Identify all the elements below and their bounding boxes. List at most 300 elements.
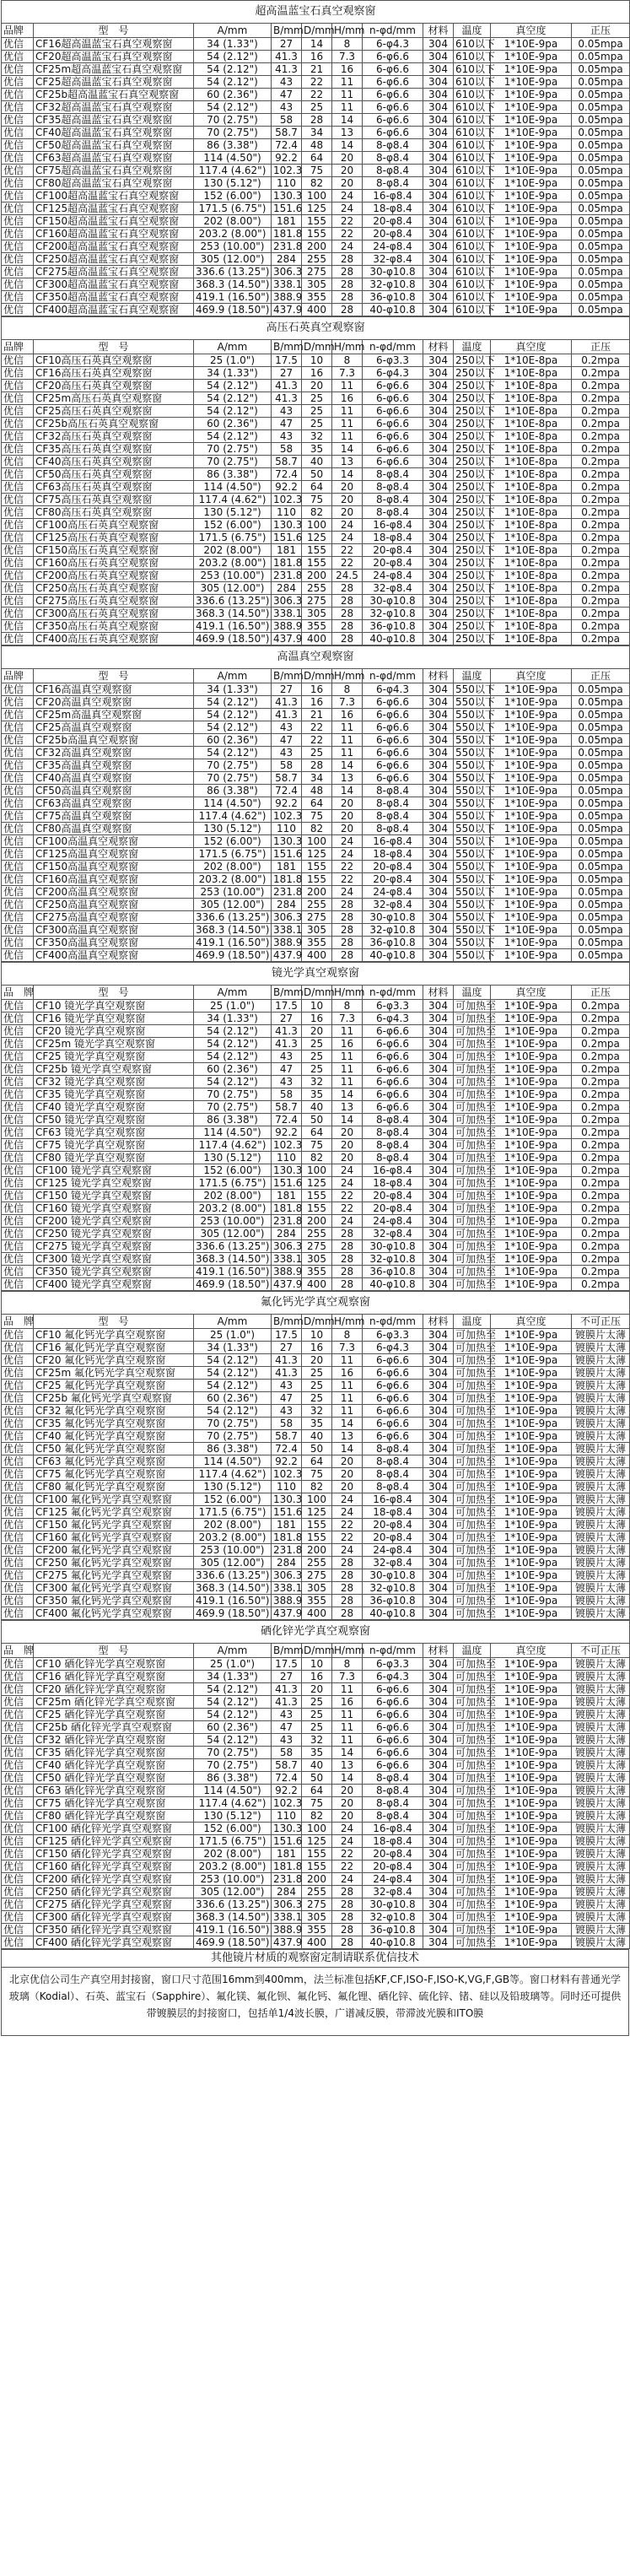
table-cell: 优信 xyxy=(2,911,34,924)
table-cell: 610以下 xyxy=(454,291,491,304)
table-cell: 70 (2.75") xyxy=(194,1101,272,1114)
table-cell: 8-φ8.4 xyxy=(363,481,423,494)
table-cell: CF40 镜光学真空观察窗 xyxy=(34,1101,194,1114)
table-cell: 6-φ6.6 xyxy=(363,1709,423,1721)
table-cell: 304 xyxy=(423,1506,454,1519)
table-cell: 304 xyxy=(423,1873,454,1886)
table-cell: 0.05mpa xyxy=(572,696,630,709)
table-cell: 34 xyxy=(302,772,332,785)
column-header: 材料 xyxy=(423,1644,454,1658)
table-row xyxy=(2,190,630,203)
table-cell: 优信 xyxy=(2,380,34,392)
table-cell: 6-φ6.6 xyxy=(363,127,423,139)
table-cell: 58 xyxy=(272,443,302,456)
table-cell: 6-φ6.6 xyxy=(363,1354,423,1367)
table-cell: 306.3 xyxy=(272,911,302,924)
table-cell: 304 xyxy=(423,89,454,101)
table-cell: 338.1 xyxy=(272,1253,302,1266)
table-cell: 43 xyxy=(272,1050,302,1063)
table-cell: 43 xyxy=(272,1076,302,1088)
column-header: 正压 xyxy=(572,986,630,1000)
table-cell: 200 xyxy=(302,240,332,253)
table-cell: 1*10E-8pa xyxy=(491,392,572,405)
table-cell: 镀膜片太薄 xyxy=(572,1443,630,1455)
table-cell: 304 xyxy=(423,51,454,63)
table-cell: 60 (2.36") xyxy=(194,89,272,101)
table-cell: 优信 xyxy=(2,633,34,645)
table-row xyxy=(2,253,630,266)
table-row xyxy=(2,1418,630,1430)
table-cell: 10 xyxy=(302,354,332,367)
table-cell: 25 (1.0") xyxy=(194,1329,272,1342)
table-cell: 610以下 xyxy=(454,203,491,215)
table-cell: 可加热至 xyxy=(454,1101,491,1114)
table-cell: 可加热至 xyxy=(454,1506,491,1519)
table-cell: 20 xyxy=(332,1810,363,1823)
table-cell: 151.6 xyxy=(272,848,302,861)
table-row xyxy=(2,1443,630,1455)
table-cell: 304 xyxy=(423,1215,454,1228)
table-cell: 284 xyxy=(272,1557,302,1569)
table-cell: CF250高温真空观察窗 xyxy=(34,899,194,911)
table-cell: 304 xyxy=(423,772,454,785)
table-cell: 304 xyxy=(423,1088,454,1101)
section-title: 氟化钙光学真空观察窗 xyxy=(2,1292,630,1315)
table-cell: 36-φ10.8 xyxy=(363,1266,423,1278)
table-row xyxy=(2,835,630,848)
table-cell: 0.2mpa xyxy=(572,494,630,506)
table-cell: 1*10E-9pa xyxy=(491,1671,572,1683)
table-cell: 60 (2.36") xyxy=(194,1063,272,1076)
column-header: B/mm xyxy=(272,1315,302,1329)
table-cell: CF100 氟化钙光学真空观察窗 xyxy=(34,1493,194,1506)
table-cell: 100 xyxy=(302,1493,332,1506)
table-cell: 24-φ8.4 xyxy=(363,240,423,253)
table-cell: 304 xyxy=(423,1025,454,1038)
table-cell: 437.9 xyxy=(272,633,302,645)
table-cell: CF80超高温蓝宝石真空观察窗 xyxy=(34,177,194,190)
table-cell: 优信 xyxy=(2,1860,34,1873)
table-cell: CF35高压石英真空观察窗 xyxy=(34,443,194,456)
table-row xyxy=(2,861,630,873)
table-cell: CF80 镜光学真空观察窗 xyxy=(34,1152,194,1164)
table-cell: 11 xyxy=(332,430,363,443)
table-row xyxy=(2,1683,630,1696)
table-cell: 100 xyxy=(302,1823,332,1835)
table-cell: 1*10E-9pa xyxy=(491,1038,572,1050)
table-cell: 1*10E-9pa xyxy=(491,291,572,304)
table-cell: 400 xyxy=(302,1936,332,1949)
table-cell: 388.9 xyxy=(272,1595,302,1607)
table-cell: 8-φ8.4 xyxy=(363,506,423,519)
table-cell: 1*10E-9pa xyxy=(491,1506,572,1519)
table-cell: 30-φ10.8 xyxy=(363,1898,423,1911)
table-row xyxy=(2,291,630,304)
column-header: B/mm xyxy=(272,24,302,38)
table-cell: 镀膜片太薄 xyxy=(572,1544,630,1557)
table-cell: 102.3 xyxy=(272,1468,302,1481)
table-cell: 130 (5.12") xyxy=(194,1810,272,1823)
table-cell: 0.2mpa xyxy=(572,443,630,456)
table-cell: 304 xyxy=(423,1683,454,1696)
table-cell: 60 (2.36") xyxy=(194,734,272,747)
table-cell: 75 xyxy=(302,1797,332,1810)
table-cell: 304 xyxy=(423,1810,454,1823)
table-cell: 镀膜片太薄 xyxy=(572,1531,630,1544)
table-cell: 13 xyxy=(332,456,363,468)
table-cell: 304 xyxy=(423,1898,454,1911)
table-cell: 镀膜片太薄 xyxy=(572,1696,630,1709)
table-cell: 355 xyxy=(302,1595,332,1607)
table-cell: 25 xyxy=(302,405,332,418)
table-cell: 1*10E-9pa xyxy=(491,1531,572,1544)
table-cell: 82 xyxy=(302,1810,332,1823)
table-cell: 32-φ10.8 xyxy=(363,924,423,937)
table-cell: 24 xyxy=(332,1835,363,1848)
table-cell: 304 xyxy=(423,291,454,304)
table-cell: 54 (2.12") xyxy=(194,380,272,392)
table-cell: 54 (2.12") xyxy=(194,1025,272,1038)
table-cell: 40-φ10.8 xyxy=(363,304,423,316)
table-cell: 304 xyxy=(423,1835,454,1848)
table-cell: 1*10E-9pa xyxy=(491,1455,572,1468)
table-cell: 24 xyxy=(332,519,363,532)
column-header: A/mm xyxy=(194,1644,272,1658)
table-cell: 102.3 xyxy=(272,810,302,823)
table-cell: 70 (2.75") xyxy=(194,456,272,468)
table-cell: 16-φ8.4 xyxy=(363,1493,423,1506)
table-cell: 14 xyxy=(332,443,363,456)
table-cell: 1*10E-8pa xyxy=(491,570,572,582)
table-cell: 304 xyxy=(423,1481,454,1493)
table-cell: 50 xyxy=(302,1114,332,1126)
table-cell: 275 xyxy=(302,266,332,278)
table-cell: 419.1 (16.50") xyxy=(194,1266,272,1278)
table-cell: 610以下 xyxy=(454,165,491,177)
footer-text: 北京优信公司生产真空用封接窗，窗口尺寸范围16mm到400mm，法兰标准包括KF,CF,ISO-F,ISO-K,VG,F,GB等。窗口材料有普通光学玻璃（Kodial）、石英、蓝宝石（Sapphire）、氟化镁、氟化钡、氟化钙、氟化锂、硒化锌、硫化锌、锗、硅以及铅玻璃等。同时还可提供带镀膜层的封接窗口，包括单1/4波长膜，广谱减反膜，带滞波光膜和ITO膜 xyxy=(1,1967,629,2036)
table-cell: 优信 xyxy=(2,1848,34,1860)
table-cell: 镀膜片太薄 xyxy=(572,1405,630,1418)
table-cell: 1*10E-9pa xyxy=(491,1595,572,1607)
table-cell: 610以下 xyxy=(454,215,491,228)
table-cell: 304 xyxy=(423,1557,454,1569)
table-cell: 1*10E-9pa xyxy=(491,1101,572,1114)
column-header: B/mm xyxy=(272,986,302,1000)
column-header: 不可正压 xyxy=(572,1315,630,1329)
table-cell: 50 xyxy=(302,1443,332,1455)
table-cell: 469.9 (18.50") xyxy=(194,949,272,962)
table-cell: 304 xyxy=(423,709,454,721)
table-cell: 优信 xyxy=(2,1101,34,1114)
table-cell: 16 xyxy=(302,51,332,63)
table-cell: 1*10E-9pa xyxy=(491,797,572,810)
column-header: 材料 xyxy=(423,1315,454,1329)
table-cell: 优信 xyxy=(2,101,34,114)
table-cell: 304 xyxy=(423,1000,454,1013)
table-cell: CF63 硒化锌光学真空观察窗 xyxy=(34,1785,194,1797)
table-cell: CF25 硒化锌光学真空观察窗 xyxy=(34,1709,194,1721)
table-cell: 30-φ10.8 xyxy=(363,595,423,608)
table-cell: 优信 xyxy=(2,177,34,190)
table-cell: 25 xyxy=(302,1392,332,1405)
table-row xyxy=(2,418,630,430)
table-cell: 25 xyxy=(302,1721,332,1734)
table-cell: 优信 xyxy=(2,1936,34,1949)
table-cell: 1*10E-9pa xyxy=(491,1240,572,1253)
table-cell: 1*10E-9pa xyxy=(491,1468,572,1481)
table-cell: 16-φ8.4 xyxy=(363,190,423,203)
table-cell: 优信 xyxy=(2,1114,34,1126)
table-cell: CF100 镜光学真空观察窗 xyxy=(34,1164,194,1177)
table-cell: 22 xyxy=(332,1860,363,1873)
table-cell: 47 xyxy=(272,1063,302,1076)
table-row xyxy=(2,1569,630,1582)
table-cell: CF25m 硒化锌光学真空观察窗 xyxy=(34,1696,194,1709)
table-cell: 304 xyxy=(423,1848,454,1860)
table-cell: 336.6 (13.25") xyxy=(194,1898,272,1911)
table-cell: 304 xyxy=(423,1380,454,1392)
table-cell: 305 (12.00") xyxy=(194,1886,272,1898)
table-cell: 610以下 xyxy=(454,127,491,139)
table-row xyxy=(2,1506,630,1519)
table-cell: 550以下 xyxy=(454,759,491,772)
table-cell: 54 (2.12") xyxy=(194,392,272,405)
table-row xyxy=(2,494,630,506)
table-cell: 20 xyxy=(302,1025,332,1038)
table-cell: 优信 xyxy=(2,76,34,89)
table-row xyxy=(2,1519,630,1531)
table-cell: 0.2mpa xyxy=(572,1038,630,1050)
table-cell: 250以下 xyxy=(454,494,491,506)
table-cell: 419.1 (16.50") xyxy=(194,1595,272,1607)
table-cell: 54 (2.12") xyxy=(194,405,272,418)
table-cell: 0.2mpa xyxy=(572,1088,630,1101)
table-cell: 优信 xyxy=(2,608,34,620)
table-cell: 16 xyxy=(302,1342,332,1354)
table-cell: 优信 xyxy=(2,1493,34,1506)
table-cell: 可加热至 xyxy=(454,1607,491,1620)
table-cell: 181 xyxy=(272,1848,302,1860)
table-cell: 0.05mpa xyxy=(572,165,630,177)
table-cell: 优信 xyxy=(2,291,34,304)
table-cell: 304 xyxy=(423,190,454,203)
table-cell: 优信 xyxy=(2,861,34,873)
table-cell: 11 xyxy=(332,747,363,759)
table-cell: 1*10E-9pa xyxy=(491,1253,572,1266)
table-cell: 202 (8.00") xyxy=(194,215,272,228)
table-cell: 可加热至 xyxy=(454,1455,491,1468)
table-cell: 16 xyxy=(302,1671,332,1683)
table-cell: 6-φ6.6 xyxy=(363,114,423,127)
table-cell: 可加热至 xyxy=(454,1721,491,1734)
table-cell: 优信 xyxy=(2,899,34,911)
table-cell: 1*10E-8pa xyxy=(491,494,572,506)
table-cell: 305 xyxy=(302,608,332,620)
table-cell: 优信 xyxy=(2,709,34,721)
table-cell: 100 xyxy=(302,519,332,532)
table-cell: 35 xyxy=(302,1747,332,1759)
table-cell: 64 xyxy=(302,1126,332,1139)
table-cell: 275 xyxy=(302,911,332,924)
table-cell: 22 xyxy=(302,89,332,101)
column-header: 品 牌 xyxy=(2,1644,34,1658)
table-cell: 8 xyxy=(332,1658,363,1671)
table-row xyxy=(2,430,630,443)
table-row xyxy=(2,683,630,696)
table-cell: CF35 氟化钙光学真空观察窗 xyxy=(34,1418,194,1430)
table-cell: 6-φ4.3 xyxy=(363,683,423,696)
table-cell: 338.1 xyxy=(272,924,302,937)
table-cell: 6-φ6.6 xyxy=(363,709,423,721)
table-cell: 304 xyxy=(423,1797,454,1810)
table-cell: 0.2mpa xyxy=(572,1253,630,1266)
table-cell: 1*10E-9pa xyxy=(491,848,572,861)
table-cell: 151.6 xyxy=(272,1506,302,1519)
table-cell: 8 xyxy=(332,1329,363,1342)
table-cell: 125 xyxy=(302,203,332,215)
column-header: n-φd/mm xyxy=(363,340,423,354)
table-cell: 8 xyxy=(332,354,363,367)
table-cell: 8-φ8.4 xyxy=(363,1126,423,1139)
table-cell: 250以下 xyxy=(454,405,491,418)
table-row xyxy=(2,1658,630,1671)
table-cell: 0.05mpa xyxy=(572,177,630,190)
table-cell: 58.7 xyxy=(272,127,302,139)
table-cell: 304 xyxy=(423,1240,454,1253)
table-cell: 130 (5.12") xyxy=(194,823,272,835)
table-cell: 305 xyxy=(302,924,332,937)
table-cell: 200 xyxy=(302,886,332,899)
table-cell: 优信 xyxy=(2,1215,34,1228)
table-cell: 16 xyxy=(302,367,332,380)
table-cell: 550以下 xyxy=(454,924,491,937)
table-cell: 16-φ8.4 xyxy=(363,519,423,532)
table-cell: 1*10E-9pa xyxy=(491,139,572,152)
table-cell: 152 (6.00") xyxy=(194,190,272,203)
table-cell: 28 xyxy=(332,1253,363,1266)
table-cell: CF10 镜光学真空观察窗 xyxy=(34,1000,194,1013)
table-cell: 0.2mpa xyxy=(572,557,630,570)
table-cell: 304 xyxy=(423,114,454,127)
column-header: H/mm xyxy=(332,1644,363,1658)
table-cell: 28 xyxy=(332,1240,363,1253)
table-cell: 60 (2.36") xyxy=(194,1392,272,1405)
table-cell: 304 xyxy=(423,810,454,823)
table-cell: 优信 xyxy=(2,1342,34,1354)
table-cell: 1*10E-9pa xyxy=(491,1759,572,1772)
column-header: H/mm xyxy=(332,340,363,354)
table-cell: 28 xyxy=(332,924,363,937)
table-cell: 0.2mpa xyxy=(572,1190,630,1202)
table-row xyxy=(2,1759,630,1772)
table-cell: 0.05mpa xyxy=(572,823,630,835)
table-cell: 镀膜片太薄 xyxy=(572,1747,630,1759)
table-cell: 优信 xyxy=(2,1582,34,1595)
table-cell: 1*10E-9pa xyxy=(491,1936,572,1949)
table-cell: CF150高温真空观察窗 xyxy=(34,861,194,873)
table-cell: 231.8 xyxy=(272,886,302,899)
table-cell: 优信 xyxy=(2,734,34,747)
table-cell: 110 xyxy=(272,1810,302,1823)
table-cell: 155 xyxy=(302,873,332,886)
table-row xyxy=(2,1531,630,1544)
table-cell: 550以下 xyxy=(454,709,491,721)
table-cell: 优信 xyxy=(2,215,34,228)
table-cell: 306.3 xyxy=(272,1898,302,1911)
table-cell: 250以下 xyxy=(454,481,491,494)
table-cell: 优信 xyxy=(2,152,34,165)
table-cell: 304 xyxy=(423,835,454,848)
table-cell: 24 xyxy=(332,1215,363,1228)
table-cell: 203.2 (8.00") xyxy=(194,1860,272,1873)
table-cell: 优信 xyxy=(2,1481,34,1493)
table-row xyxy=(2,696,630,709)
table-row xyxy=(2,1860,630,1873)
table-cell: 1*10E-9pa xyxy=(491,1734,572,1747)
table-cell: 550以下 xyxy=(454,873,491,886)
table-cell: 优信 xyxy=(2,1202,34,1215)
table-cell: 202 (8.00") xyxy=(194,1190,272,1202)
table-cell: 114 (4.50") xyxy=(194,481,272,494)
table-cell: 可加热至 xyxy=(454,1898,491,1911)
table-cell: 1*10E-9pa xyxy=(491,1076,572,1088)
table-cell: 125 xyxy=(302,532,332,544)
table-cell: 47 xyxy=(272,418,302,430)
table-cell: 305 (12.00") xyxy=(194,899,272,911)
footer-title: 其他镜片材质的观察窗定制请联系优信技术 xyxy=(1,1949,629,1967)
table-cell: 0.2mpa xyxy=(572,570,630,582)
table-cell: 20 xyxy=(332,823,363,835)
table-cell: 58.7 xyxy=(272,1759,302,1772)
table-cell: 255 xyxy=(302,899,332,911)
table-cell: 1*10E-9pa xyxy=(491,1430,572,1443)
table-cell: 8-φ8.4 xyxy=(363,468,423,481)
table-cell: 优信 xyxy=(2,1253,34,1266)
table-cell: 可加热至 xyxy=(454,1493,491,1506)
table-cell: 304 xyxy=(423,1455,454,1468)
table-cell: 203.2 (8.00") xyxy=(194,873,272,886)
table-cell: 20 xyxy=(332,494,363,506)
table-cell: CF275高压石英真空观察窗 xyxy=(34,595,194,608)
table-cell: 优信 xyxy=(2,1190,34,1202)
table-cell: 优信 xyxy=(2,1076,34,1088)
table-cell: 1*10E-9pa xyxy=(491,1772,572,1785)
table-cell: 0.2mpa xyxy=(572,1076,630,1088)
table-cell: 6-φ6.6 xyxy=(363,1430,423,1443)
table-cell: 304 xyxy=(423,1595,454,1607)
table-cell: 优信 xyxy=(2,949,34,962)
table-cell: 0.05mpa xyxy=(572,304,630,316)
table-cell: 304 xyxy=(423,1050,454,1063)
table-cell: CF200高温真空观察窗 xyxy=(34,886,194,899)
table-cell: 1*10E-9pa xyxy=(491,772,572,785)
table-cell: 镀膜片太薄 xyxy=(572,1835,630,1848)
table-cell: 304 xyxy=(423,683,454,696)
table-cell: 11 xyxy=(332,380,363,392)
table-cell: 镀膜片太薄 xyxy=(572,1886,630,1898)
table-cell: 304 xyxy=(423,582,454,595)
table-cell: 54 (2.12") xyxy=(194,1380,272,1392)
table-cell: 32-φ8.4 xyxy=(363,1886,423,1898)
table-cell: 1*10E-9pa xyxy=(491,177,572,190)
table-cell: 优信 xyxy=(2,278,34,291)
table-cell: 1*10E-9pa xyxy=(491,1354,572,1367)
table-cell: 304 xyxy=(423,1114,454,1126)
table-cell: 20 xyxy=(332,797,363,810)
table-cell: 355 xyxy=(302,620,332,633)
table-cell: 72.4 xyxy=(272,468,302,481)
table-cell: 镀膜片太薄 xyxy=(572,1759,630,1772)
